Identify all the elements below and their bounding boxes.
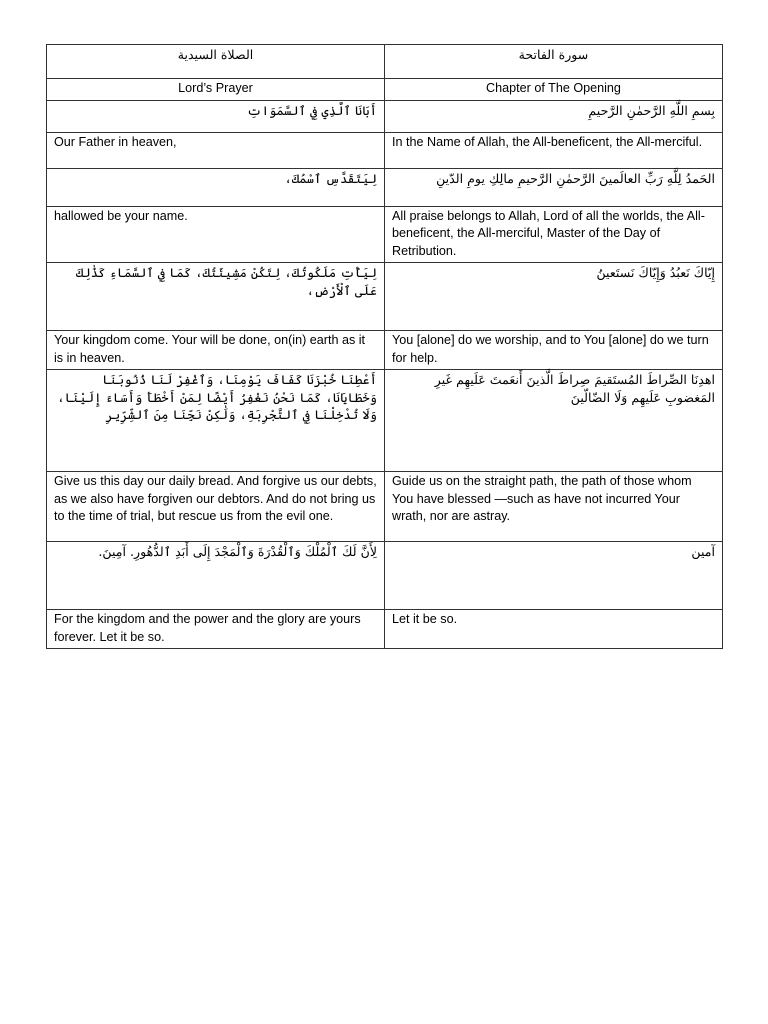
verse-arabic-row — [47, 168, 723, 206]
verse-arabic-row — [47, 100, 723, 132]
header-arabic-row — [47, 45, 723, 79]
header-english-row — [47, 79, 723, 101]
fatiha-arabic-text: الحَمدُ لِلَّهِ رَبِّ العالَمينَ الرَّحمٰنِ الرَّحيمِ مالِكِ يومِ الدّينِ — [385, 168, 723, 206]
verse-english-row — [47, 331, 723, 370]
fatiha-arabic-text: بِسمِ اللَّهِ الرَّحمٰنِ الرَّحيمِ — [385, 100, 723, 132]
fatiha-english-text: In the Name of Allah, the All-beneficent, the All-merciful. — [385, 132, 723, 168]
lords-prayer-english-text: For the kingdom and the power and the glory are yours forever. Let it be so. — [47, 610, 385, 649]
lords-prayer-english-text: Our Father in heaven, — [47, 132, 385, 168]
lords-prayer-arabic-text: لِأَنَّ لَكَ ٱلْمُلْكَ وَٱلْقُدْرَةَ وَٱلْمَجْدَ إِلَى أَبَدِ ٱلدُّهُورِ. آمِينَ. — [47, 542, 385, 610]
fatiha-english-text: You [alone] do we worship, and to You [alone] do we turn for help. — [385, 331, 723, 370]
lords-prayer-english-text: Your kingdom come. Your will be done, on(in) earth as it is in heaven. — [47, 331, 385, 370]
prayer-comparison-table — [46, 44, 723, 649]
lords-prayer-arabic-text: لِيَتَقَدَّسِ ٱسْمُكَ، — [47, 168, 385, 206]
header-lords-prayer-english: Lord’s Prayer — [47, 79, 385, 101]
fatiha-english-text: Let it be so. — [385, 610, 723, 649]
verse-english-row — [47, 610, 723, 649]
header-fatiha-arabic: سورة الفاتحة — [385, 45, 723, 79]
lords-prayer-english-text: hallowed be your name. — [47, 206, 385, 263]
verse-english-row — [47, 206, 723, 263]
fatiha-arabic-text: آمين — [385, 542, 723, 610]
header-fatiha-english: Chapter of The Opening — [385, 79, 723, 101]
fatiha-arabic-text: إِيّاكَ نَعبُدُ وَإِيّاكَ نَستَعينُ — [385, 263, 723, 331]
lords-prayer-arabic-text: أَبَانَا ٱلَّذِي فِي ٱلسَّمَوَاتِ — [47, 100, 385, 132]
lords-prayer-english-text: Give us this day our daily bread. And forgive us our debts, as we also have forgiven our debtors. And do not bring us to the time of trial, but rescue us from the evil one. — [47, 472, 385, 542]
fatiha-arabic-text: اهدِنَا الصِّراطَ المُستَقيمَ صِراطَ الَّذينَ أَنعَمتَ عَلَيهِم غَيرِ المَغضوبِ عَلَيهِم وَلَا الضّالّينَ — [385, 370, 723, 472]
header-lords-prayer-arabic: الصلاة السيدية — [47, 45, 385, 79]
verse-arabic-row — [47, 370, 723, 472]
lords-prayer-arabic-text: لِيَأْتِ مَلَكُوتُكَ، لِتَكُنْ مَشِيئَتُكَ، كَمَا فِي ٱلسَّمَاءِ كَذَٰلِكَ عَلَى ٱلْأَرْضِ، — [47, 263, 385, 331]
lords-prayer-arabic-text: أَعْطِنَا خُبْزَنَا كَفَافَ يَوْمِنَا، وَٱغْفِرْ لَنَا ذُنُوبَنَا وَخَطَايَانَا، كَمَا نَحْنُ نَغْفِرُ أَيْضًا لِمَنْ أَخْطَأَ وَأَسَاءَ إِلَيْنَا، وَلَا تُدْخِلْنَا فِي ٱلتَّجْرِبَةِ، وَلَٰكِنْ نَجِّنَا مِنَ ٱلشِّرِّيرِ — [47, 370, 385, 472]
fatiha-english-text: All praise belongs to Allah, Lord of all the worlds, the All-beneficent, the All-merciful, Master of the Day of Retribution. — [385, 206, 723, 263]
verse-arabic-row — [47, 263, 723, 331]
fatiha-english-text: Guide us on the straight path, the path of those whom You have blessed —such as have not incurred Your wrath, nor are astray. — [385, 472, 723, 542]
verse-english-row — [47, 132, 723, 168]
verse-arabic-row — [47, 542, 723, 610]
verse-english-row — [47, 472, 723, 542]
